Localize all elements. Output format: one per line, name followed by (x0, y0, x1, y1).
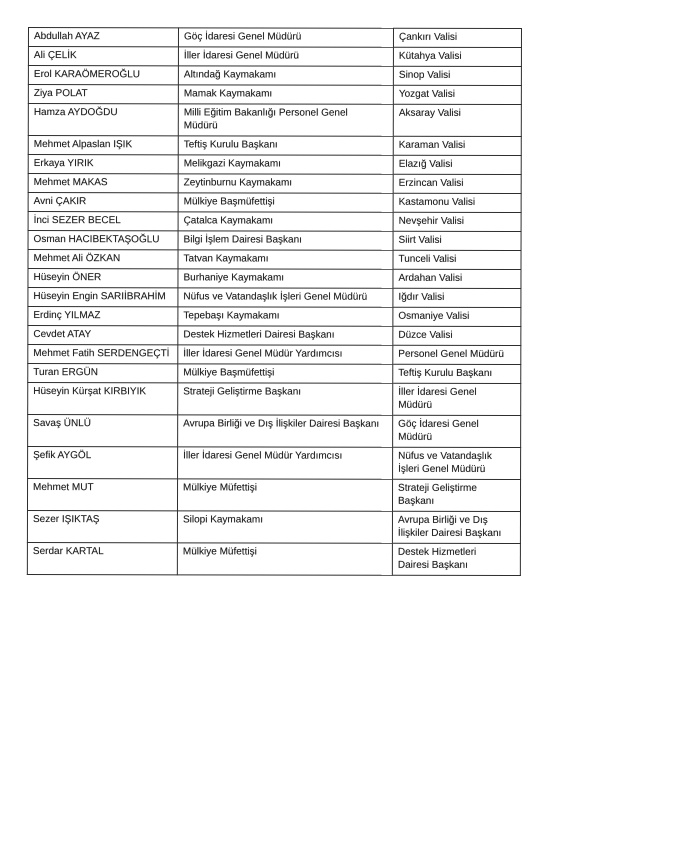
table-row (28, 364, 521, 384)
person-name-cell: Cevdet ATAY (28, 326, 178, 345)
table-row (28, 250, 521, 270)
person-name-cell: Hüseyin Kürşat KIRBIYIK (28, 383, 178, 415)
current-position-cell: Avrupa Birliği ve Dış İlişkiler Dairesi Başkanı (178, 415, 393, 447)
new-position-cell: Göç İdaresi Genel Müdürü (393, 415, 521, 447)
current-position-cell: Göç İdaresi Genel Müdürü (178, 28, 393, 47)
new-position-cell: Tunceli Valisi (393, 250, 521, 269)
current-position-cell: İller İdaresi Genel Müdür Yardımcısı (178, 345, 393, 364)
new-position-cell: Personel Genel Müdürü (393, 345, 521, 364)
new-position-cell: Erzincan Valisi (393, 174, 521, 193)
new-position-cell: Teftiş Kurulu Başkanı (393, 364, 521, 383)
table-row (28, 155, 521, 175)
current-position-cell: Silopi Kaymakamı (177, 511, 392, 543)
person-name-cell: Ziya POLAT (28, 85, 178, 104)
new-position-cell: Nevşehir Valisi (393, 212, 521, 231)
new-position-cell: Iğdır Valisi (393, 288, 521, 307)
person-name-cell: Osman HACIBEKTAŞOĞLU (28, 231, 178, 250)
person-name-cell: Mehmet Fatih SERDENGEÇTİ (28, 345, 178, 364)
new-position-cell: Elazığ Valisi (393, 155, 521, 174)
table-row (27, 542, 520, 575)
person-name-cell: Mehmet MAKAS (28, 174, 178, 193)
current-position-cell: Mülkiye Başmüfettişi (178, 193, 393, 212)
current-position-cell: İller İdaresi Genel Müdür Yardımcısı (178, 447, 393, 479)
current-position-cell: Nüfus ve Vatandaşlık İşleri Genel Müdürü (178, 288, 393, 307)
table-row (28, 66, 521, 86)
new-position-cell: Sinop Valisi (393, 66, 521, 85)
current-position-cell: Çatalca Kaymakamı (178, 212, 393, 231)
table-row (28, 193, 521, 213)
new-position-cell: Strateji Geliştirme Başkanı (392, 479, 520, 511)
person-name-cell: Mehmet MUT (27, 479, 177, 511)
person-name-cell: Sezer IŞIKTAŞ (27, 511, 177, 543)
new-position-cell: Yozgat Valisi (393, 85, 521, 104)
person-name-cell: Şefik AYGÖL (28, 447, 178, 479)
table-row (28, 136, 521, 156)
table-row (28, 212, 521, 232)
person-name-cell: Erkaya YIRIK (28, 155, 178, 174)
new-position-cell: Siirt Valisi (393, 231, 521, 250)
person-name-cell: Mehmet Ali ÖZKAN (28, 250, 178, 269)
person-name-cell: Hamza AYDOĞDU (28, 104, 178, 136)
current-position-cell: Strateji Geliştirme Başkanı (178, 383, 393, 415)
person-name-cell: Mehmet Alpaslan IŞIK (28, 136, 178, 155)
table-row (28, 104, 521, 137)
table-row (28, 307, 521, 327)
current-position-cell: Mülkiye Müfettişi (177, 543, 392, 575)
new-position-cell: Kütahya Valisi (393, 47, 521, 66)
current-position-cell: Destek Hizmetleri Dairesi Başkanı (178, 326, 393, 345)
person-name-cell: Erdinç YILMAZ (28, 307, 178, 326)
current-position-cell: Mülkiye Başmüfettişi (178, 364, 393, 383)
table-row (28, 345, 521, 365)
new-position-cell: Karaman Valisi (393, 136, 521, 155)
current-position-cell: Tepebaşı Kaymakamı (178, 307, 393, 326)
current-position-cell: Mamak Kaymakamı (178, 85, 393, 104)
current-position-cell: Burhaniye Kaymakamı (178, 269, 393, 288)
new-position-cell: Destek Hizmetleri Dairesi Başkanı (392, 543, 520, 575)
table-row (28, 174, 521, 194)
current-position-cell: Bilgi İşlem Dairesi Başkanı (178, 231, 393, 250)
person-name-cell: Avni ÇAKIR (28, 193, 178, 212)
table-row (28, 288, 521, 308)
table-row (28, 383, 521, 416)
table-row (28, 47, 521, 67)
table-row (28, 28, 521, 48)
table-row (28, 447, 521, 480)
person-name-cell: Abdullah AYAZ (28, 28, 178, 47)
table-row (28, 415, 521, 448)
person-name-cell: Ali ÇELİK (28, 47, 178, 66)
new-position-cell: Düzce Valisi (393, 326, 521, 345)
table-row (27, 511, 520, 544)
current-position-cell: Milli Eğitim Bakanlığı Personel Genel Müdürü (178, 104, 393, 136)
current-position-cell: Melikgazi Kaymakamı (178, 155, 393, 174)
current-position-cell: Teftiş Kurulu Başkanı (178, 136, 393, 155)
current-position-cell: Tatvan Kaymakamı (178, 250, 393, 269)
table-row (28, 85, 521, 105)
new-position-cell: Aksaray Valisi (393, 104, 521, 136)
current-position-cell: Altındağ Kaymakamı (178, 66, 393, 85)
person-name-cell: Savaş ÜNLÜ (28, 415, 178, 447)
appointments-table-body (27, 28, 521, 576)
new-position-cell: İller İdaresi Genel Müdürü (393, 383, 521, 415)
new-position-cell: Avrupa Birliği ve Dış İlişkiler Dairesi Başkanı (392, 511, 520, 543)
new-position-cell: Ardahan Valisi (393, 269, 521, 288)
person-name-cell: Serdar KARTAL (27, 542, 177, 574)
person-name-cell: Hüseyin Engin SARIİBRAHİM (28, 288, 178, 307)
new-position-cell: Nüfus ve Vatandaşlık İşleri Genel Müdürü (393, 447, 521, 479)
table-row (27, 479, 520, 512)
table-row (28, 231, 521, 251)
person-name-cell: Turan ERGÜN (28, 364, 178, 383)
current-position-cell: Mülkiye Müfettişi (177, 479, 392, 511)
new-position-cell: Osmaniye Valisi (393, 307, 521, 326)
person-name-cell: İnci SEZER BECEL (28, 212, 178, 231)
new-position-cell: Çankırı Valisi (393, 28, 521, 47)
appointments-table (27, 27, 522, 576)
current-position-cell: Zeytinburnu Kaymakamı (178, 174, 393, 193)
table-row (28, 326, 521, 346)
new-position-cell: Kastamonu Valisi (393, 193, 521, 212)
person-name-cell: Erol KARAÖMEROĞLU (28, 66, 178, 85)
current-position-cell: İller İdaresi Genel Müdürü (178, 47, 393, 66)
table-row (28, 269, 521, 289)
person-name-cell: Hüseyin ÖNER (28, 269, 178, 288)
